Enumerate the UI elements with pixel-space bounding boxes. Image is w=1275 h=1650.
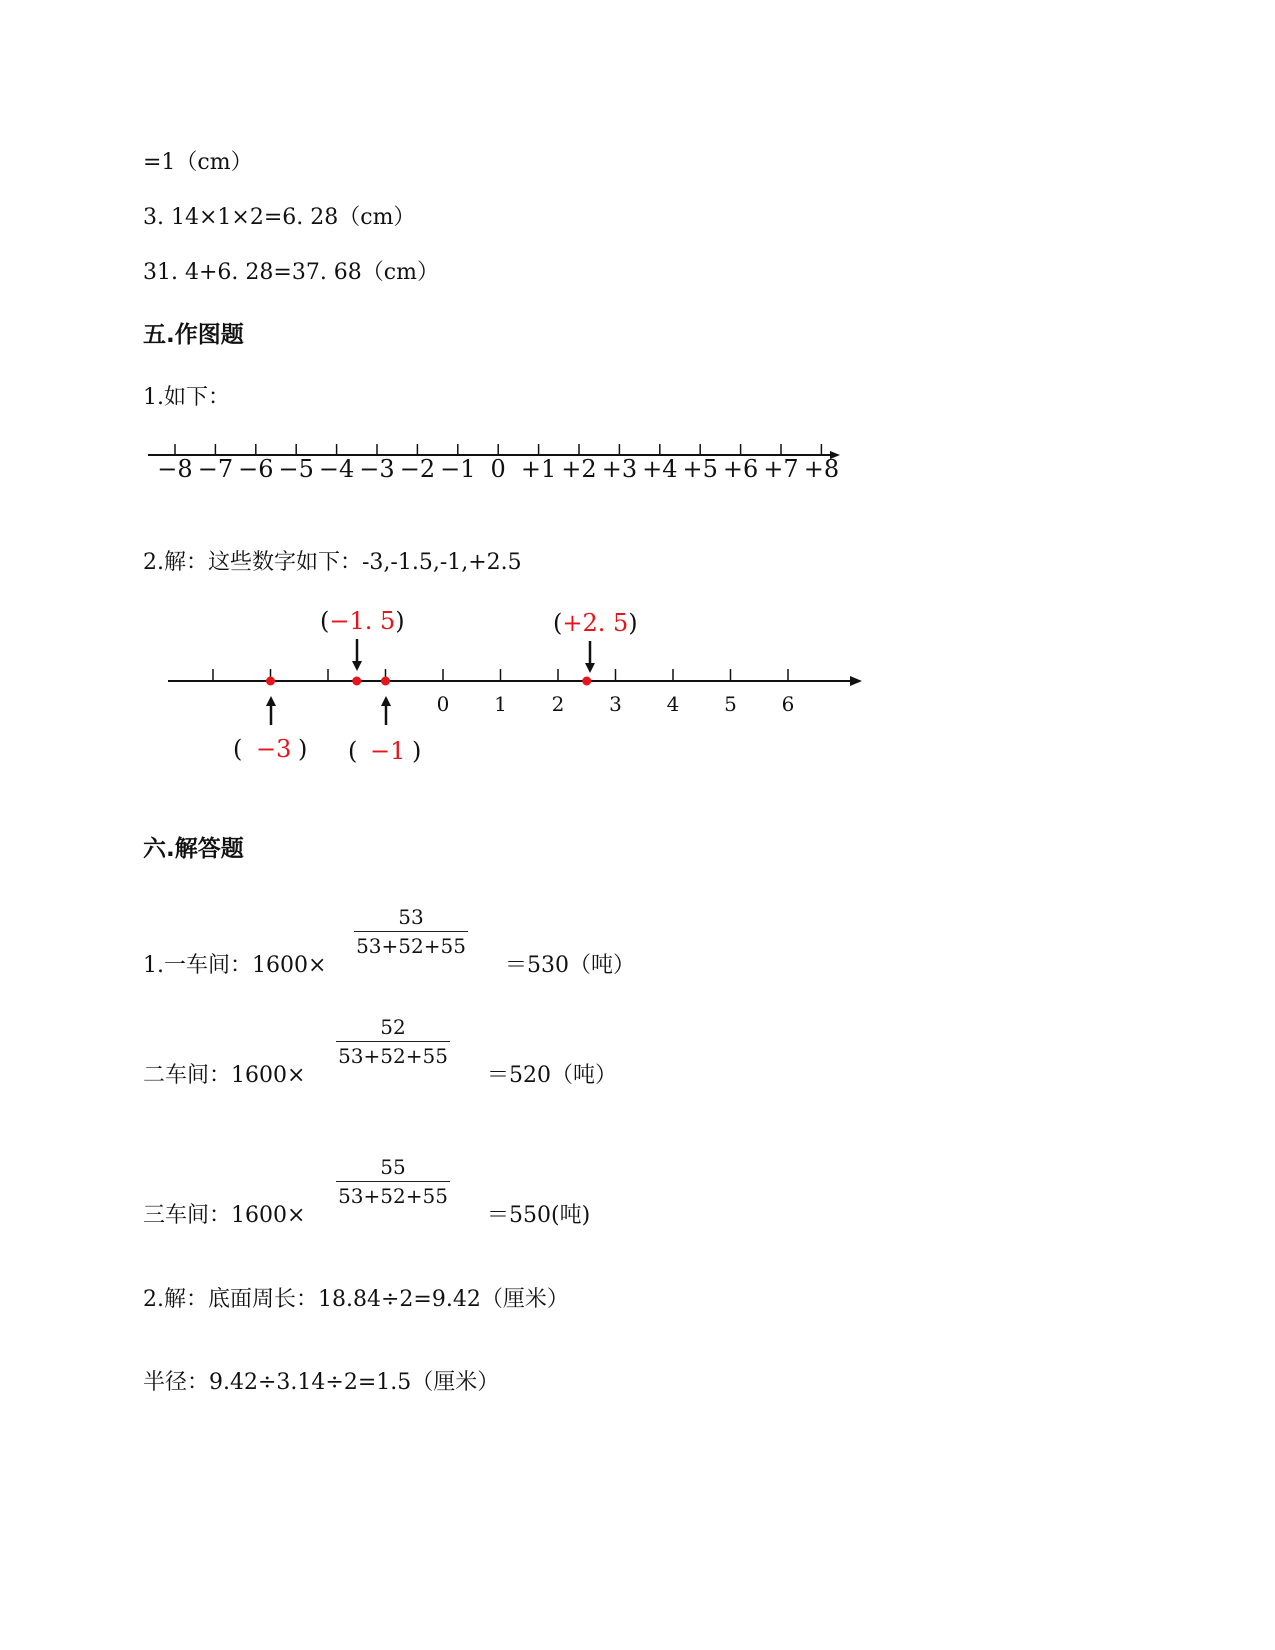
- number-line-1-label: +8: [803, 455, 840, 483]
- workshop-2-fraction: [334, 1015, 452, 1068]
- number-line-2-ticks: [213, 669, 788, 681]
- number-line-1: [140, 435, 850, 490]
- calc-line-2: 3. 14×1×2=6. 28（cm）: [143, 205, 416, 230]
- number-line-2-point: [582, 677, 591, 686]
- number-line-1-label: −2: [399, 455, 436, 483]
- callout-neg-3-value: −3: [256, 735, 292, 763]
- number-line-2: [160, 605, 870, 770]
- q1-label: 1.如下：: [143, 385, 230, 410]
- arrow-down-neg-1-5-head: [352, 661, 362, 671]
- arrow-up-neg-3-head: [266, 696, 276, 706]
- callout-neg-1-5: (−1. 5): [320, 607, 405, 635]
- workshop-3-denominator: 53+52+55: [338, 1184, 448, 1208]
- arrow-up-neg-1-head: [381, 696, 391, 706]
- number-line-1-label: −4: [318, 455, 355, 483]
- calc-line-3: 31. 4+6. 28=37. 68（cm）: [143, 260, 439, 285]
- workshop-1-result: ＝530（吨）: [505, 953, 635, 978]
- number-line-2-point: [266, 677, 275, 686]
- workshop-2-prefix: 二车间：1600×: [143, 1063, 306, 1088]
- workshop-3-numerator: 55: [380, 1155, 406, 1179]
- number-line-1-label: −1: [440, 455, 476, 483]
- number-line-1-label: +4: [642, 455, 678, 483]
- callout-neg-1-close: ): [412, 737, 422, 765]
- workshop-1-numerator: 53: [398, 905, 424, 929]
- workshop-3-fraction: [334, 1155, 452, 1208]
- workshop-1-fraction: [352, 905, 470, 958]
- q2-radius: 半径：9.42÷3.14÷2=1.5（厘米）: [143, 1370, 500, 1395]
- callout-pos-2-5: (+2. 5): [553, 609, 638, 637]
- section-5-title: 五.作图题: [143, 322, 244, 348]
- workshop-1-prefix: 1.一车间：1600×: [143, 953, 327, 978]
- callout-neg-3-open: (: [233, 735, 243, 763]
- workshop-3-result: ＝550(吨): [487, 1203, 591, 1228]
- workshop-2-numerator: 52: [380, 1015, 406, 1039]
- number-line-1-label: −3: [359, 455, 395, 483]
- number-line-1-label: +1: [520, 455, 557, 483]
- number-line-2-label: 1: [494, 692, 507, 716]
- callout-neg-3-close: ): [298, 735, 308, 763]
- number-line-2-arrowhead: [850, 676, 862, 686]
- number-line-2-point: [381, 677, 390, 686]
- q2-label: 2.解：这些数字如下：-3,-1.5,-1,+2.5: [143, 550, 522, 575]
- number-line-1-label: −6: [238, 455, 274, 483]
- number-line-1-label: −8: [157, 455, 193, 483]
- number-line-1-label: −5: [278, 455, 314, 483]
- q2-base-perimeter: 2.解：底面周长：18.84÷2=9.42（厘米）: [143, 1287, 569, 1312]
- number-line-2-label: 2: [551, 692, 565, 716]
- workshop-1-denominator: 53+52+55: [356, 934, 466, 958]
- arrow-down-pos-2-5-head: [585, 663, 595, 673]
- number-line-1-label: +3: [601, 455, 638, 483]
- number-line-2-labels: [437, 692, 795, 716]
- number-line-1-label: +6: [722, 455, 759, 483]
- number-line-2-label: 5: [724, 692, 737, 716]
- number-line-2-label: 6: [781, 692, 795, 716]
- callout-neg-1-open: (: [348, 737, 358, 765]
- number-line-1-label: −7: [197, 455, 234, 483]
- workshop-2-denominator: 53+52+55: [338, 1044, 448, 1068]
- workshop-2-result: ＝520（吨）: [487, 1063, 617, 1088]
- number-line-1-label: 0: [490, 455, 506, 483]
- calc-line-1: =1（cm）: [143, 150, 253, 175]
- workshop-3-prefix: 三车间：1600×: [143, 1203, 306, 1228]
- number-line-2-label: 0: [436, 692, 450, 716]
- number-line-2-label: 4: [666, 692, 680, 716]
- number-line-1-ticks: [175, 444, 821, 455]
- callout-neg-1-value: −1: [370, 737, 406, 765]
- number-line-1-label: +2: [561, 455, 597, 483]
- number-line-2-label: 3: [609, 692, 622, 716]
- number-line-1-labels: [157, 455, 839, 483]
- number-line-1-label: +7: [763, 455, 799, 483]
- number-line-2-point: [352, 677, 361, 686]
- number-line-1-label: +5: [682, 455, 718, 483]
- section-6-title: 六.解答题: [143, 836, 244, 862]
